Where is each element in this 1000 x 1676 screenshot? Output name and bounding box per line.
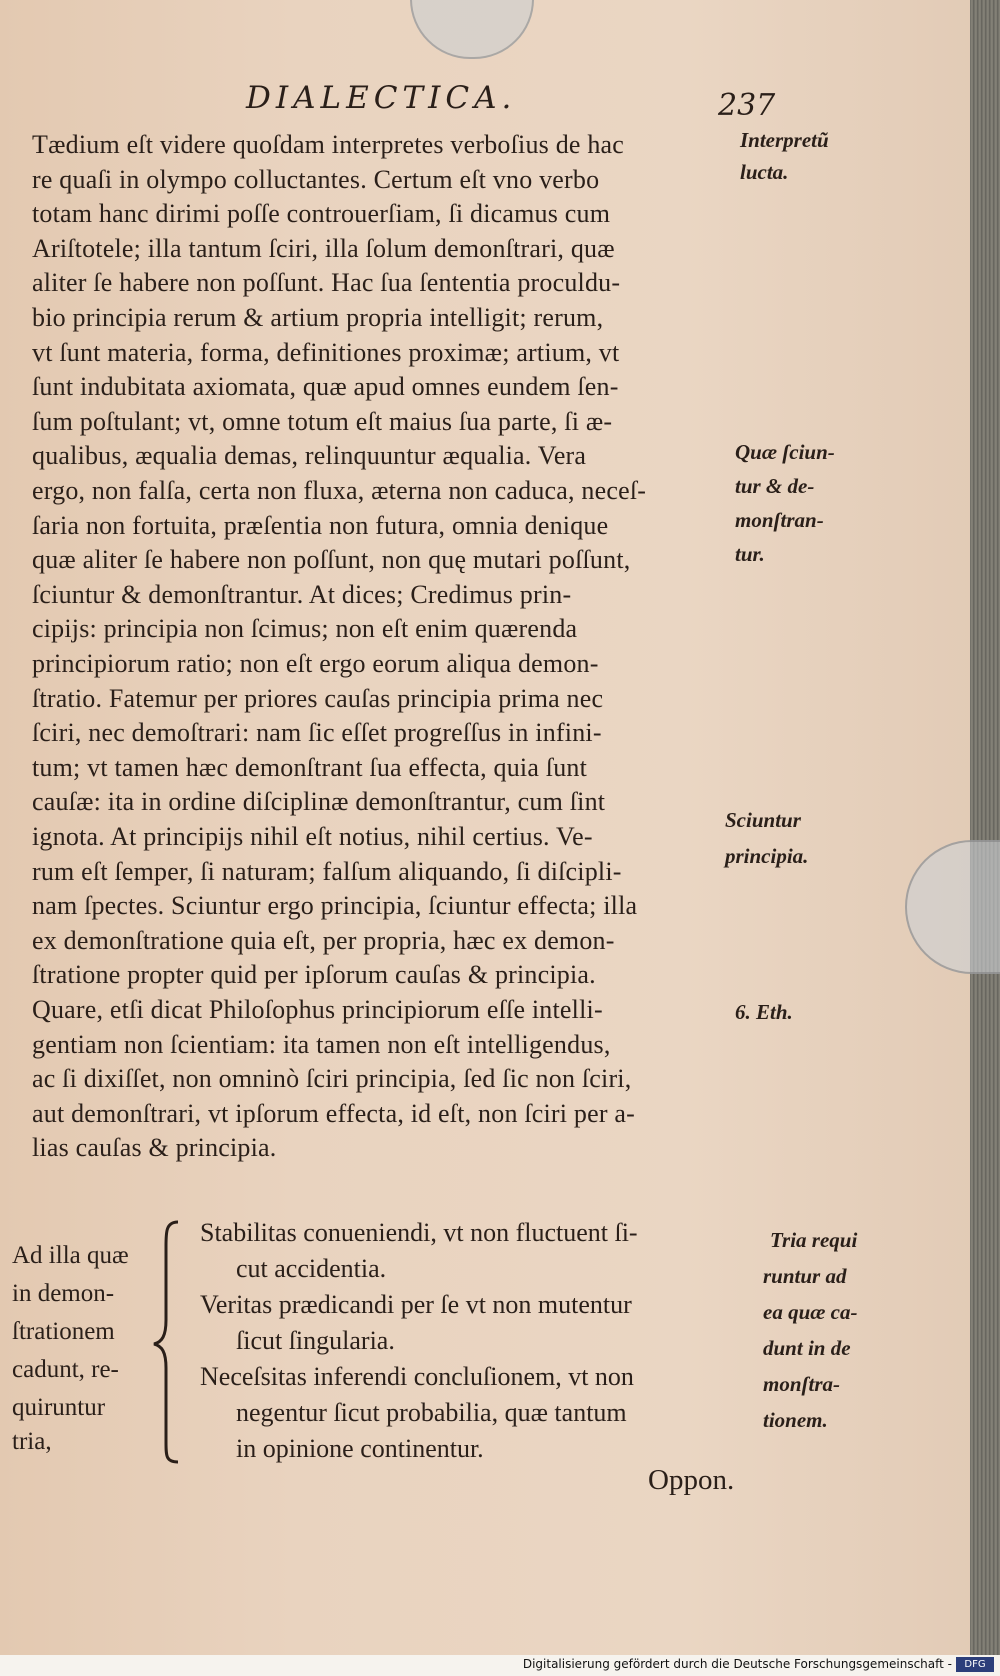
footer-bar xyxy=(0,1655,1000,1676)
margin-note-1-line-1: Interpretũ xyxy=(740,128,829,152)
table-item-2-line-2: ſicut ſingularia. xyxy=(236,1326,395,1355)
margin-note-4: 6. Eth. xyxy=(735,1000,793,1024)
table-item-3-line-1: Neceſsitas inferendi concluſionem, vt non xyxy=(200,1362,634,1391)
body-line: bio principia rerum & artium propria intelligit; rerum, xyxy=(32,303,604,332)
body-line: vt ſunt materia, forma, definitiones proximæ; artium, vt xyxy=(32,337,620,367)
body-line: ſciuntur & demonſtrantur. At dices; Credimus prin- xyxy=(32,579,572,609)
table-label-line-1: Ad illa quæ xyxy=(12,1242,129,1269)
body-line: rum eſt ſemper, ſi naturam; falſum aliquando, ſi diſcipli- xyxy=(32,856,622,886)
body-line: ſciri, nec demoſtrari: nam ſic eſſet progreſſus in infini- xyxy=(32,718,602,748)
table-item-3-line-3: in opinione continentur. xyxy=(236,1434,484,1463)
body-line: ſunt indubitata axiomata, quæ apud omnes eundem ſen- xyxy=(32,372,619,402)
table-label-line-2: in demon- xyxy=(12,1280,115,1307)
body-line: ſaria non fortuita, præſentia non futura, omnia denique xyxy=(32,510,609,540)
body-line: ſtratio. Fatemur per priores cauſas principia prima nec xyxy=(32,683,604,713)
margin-note-3-line-2: principia. xyxy=(725,844,809,868)
margin-note-5-line-2: runtur ad xyxy=(763,1264,847,1288)
body-line: aut demonſtrari, vt ipſorum effecta, id eſt, non ſciri per a- xyxy=(32,1098,636,1128)
body-line: cipijs: principia non ſcimus; non eſt enim quærenda xyxy=(32,614,578,644)
page-edge xyxy=(970,0,1000,1655)
body-line: totam hanc dirimi poſſe controuerſiam, ſi dicamus cum xyxy=(32,199,611,229)
body-line: re quaſi in olympo colluctantes. Certum eſt vno verbo xyxy=(32,164,600,194)
body-line: ergo, non falſa, certa non fluxa, æterna non caduca, neceſ- xyxy=(32,476,647,505)
margin-note-5-line-4: dunt in de xyxy=(763,1336,851,1360)
body-line: ignota. At principijs nihil eſt notius, nihil certius. Ve- xyxy=(32,822,593,851)
page-number: 237 xyxy=(718,88,776,123)
margin-note-3-line-1: Sciuntur xyxy=(725,808,801,832)
margin-note-2-line-4: tur. xyxy=(735,542,765,566)
catchword: Oppon. xyxy=(648,1464,735,1496)
table-item-3-line-2: negentur ſicut probabilia, quæ tantum xyxy=(236,1398,627,1427)
body-line: ſtratione propter quid per ipſorum cauſas & principia. xyxy=(32,960,596,990)
table-item-1-line-1: Stabilitas conueniendi, vt non fluctuent ſi- xyxy=(200,1218,638,1247)
margin-note-5-line-6: tionem. xyxy=(763,1408,828,1432)
body-line: Tædium eſt videre quoſdam interpretes verboſius de hac xyxy=(32,130,625,159)
margin-note-5-line-5: monſtra- xyxy=(763,1372,841,1396)
body-line: cauſæ: ita in ordine diſciplinæ demonſtrantur, cum ſint xyxy=(32,787,606,817)
body-line: Ariſtotele; illa tantum ſciri, illa ſolum demonſtrari, quæ xyxy=(32,233,615,263)
body-line: lias cauſas & principia. xyxy=(32,1133,277,1163)
margin-note-2-line-2: tur & de- xyxy=(735,474,815,498)
body-line: quæ aliter ſe habere non poſſunt, non quę mutari poſſunt, xyxy=(32,545,631,575)
table-item-2-line-1: Veritas prædicandi per ſe vt non mutentur xyxy=(200,1290,632,1319)
body-line: nam ſpectes. Sciuntur ergo principia, ſciuntur effecta; illa xyxy=(32,891,638,921)
body-line: tum; vt tamen hæc demonſtrant ſua effecta, quia ſunt xyxy=(32,752,588,782)
top-clip xyxy=(410,0,534,59)
body-line: Quare, etſi dicat Philoſophus principiorum eſſe intelli- xyxy=(32,995,603,1024)
dfg-logo: DFG xyxy=(956,1657,994,1672)
table-item-1-line-2: cut accidentia. xyxy=(236,1254,387,1283)
table-label-line-4: cadunt, re- xyxy=(12,1356,119,1383)
running-header: DIALECTICA. xyxy=(246,80,517,116)
margin-note-5-line-3: ea quæ ca- xyxy=(763,1300,858,1324)
body-line: aliter ſe habere non poſſunt. Hac ſua ſententia proculdu- xyxy=(32,268,621,298)
table-label-line-5: quiruntur xyxy=(12,1394,106,1421)
body-line: principiorum ratio; non eſt ergo eorum aliqua demon- xyxy=(32,649,599,678)
margin-note-2-line-3: monſtran- xyxy=(735,508,824,532)
body-line: ſum poſtulant; vt, omne totum eſt maius ſua parte, ſi æ- xyxy=(32,406,613,436)
margin-note-5-line-1: Tria requi xyxy=(770,1228,858,1252)
margin-note-1-line-2: lucta. xyxy=(740,160,789,184)
footer-credit: Digitalisierung gefördert durch die Deutsche Forschungsgemeinschaft - xyxy=(522,1657,952,1671)
table-label-line-3: ſtrationem xyxy=(12,1318,115,1345)
body-line: gentiam non ſcientiam: ita tamen non eſt intelligendus, xyxy=(32,1029,611,1059)
body-line: ac ſi dixiſſet, non omninò ſciri principia, ſed ſic non ſciri, xyxy=(32,1064,632,1094)
body-line: ex demonſtratione quia eſt, per propria, hæc ex demon- xyxy=(32,925,615,955)
curly-brace xyxy=(152,1216,192,1466)
body-line: qualibus, æqualia demas, relinquuntur æqualia. Vera xyxy=(32,441,587,471)
margin-note-2-line-1: Quæ ſciun- xyxy=(735,440,835,464)
table-label-line-6: tria, xyxy=(12,1428,52,1455)
